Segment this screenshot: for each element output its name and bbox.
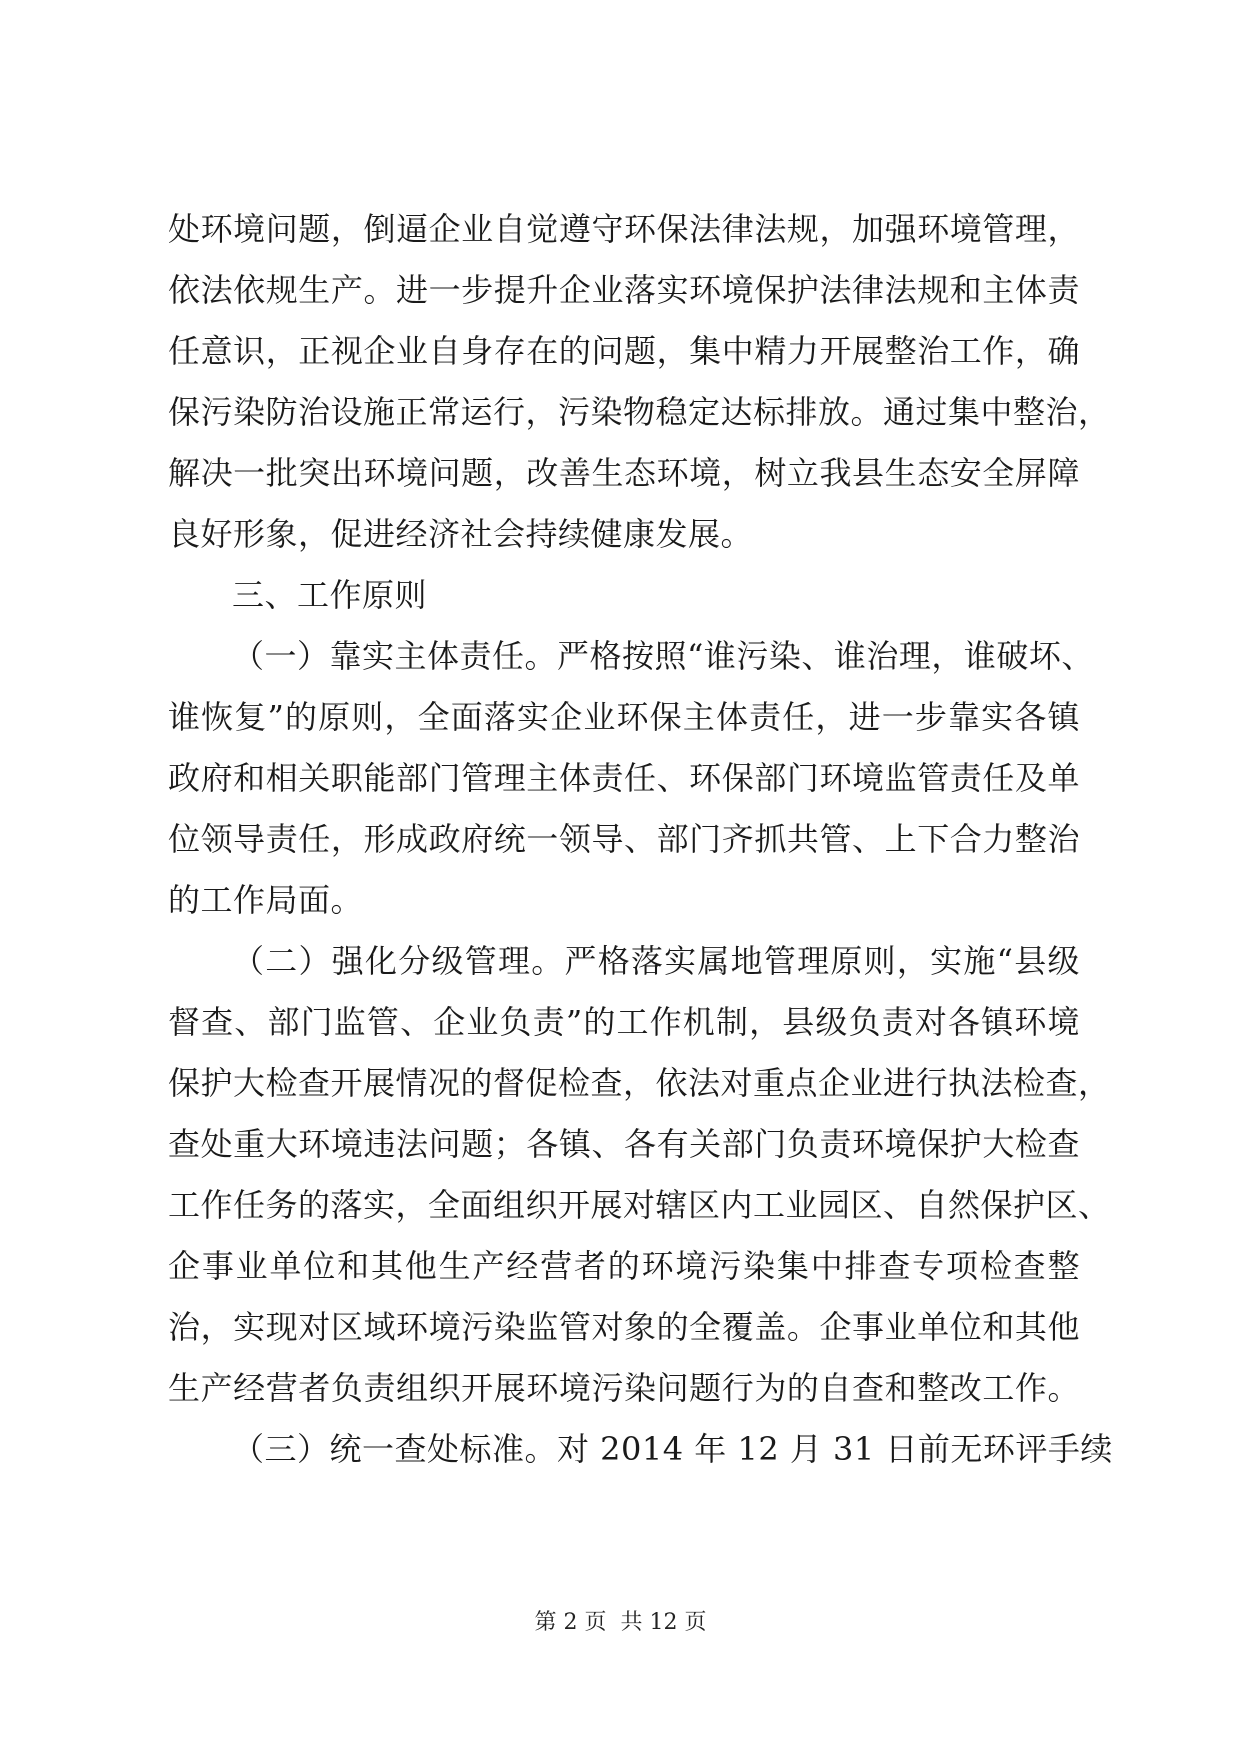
body-line-10: 政府和相关职能部门管理主体责任、环保部门环境监管责任及单 [168, 759, 1080, 797]
body-line-2: 依法依规生产。进一步提升企业落实环境保护法律法规和主体责 [168, 271, 1080, 309]
body-line-12: 的工作局面。 [168, 881, 364, 919]
section-heading: 三、工作原则 [232, 576, 428, 614]
body-line-9: 谁恢复”的原则，全面落实企业环保主体责任，进一步靠实各镇 [168, 698, 1080, 736]
paragraph-1-heading-line: （一）靠实主体责任。严格按照“谁污染、谁治理，谁破坏、 [232, 637, 1094, 675]
body-line-20: 生产经营者负责组织开展环境污染问题行为的自查和整改工作。 [168, 1369, 1080, 1407]
body-line-14: 督查、部门监管、企业负责”的工作机制，县级负责对各镇环境 [168, 1003, 1080, 1041]
body-line-17: 工作任务的落实，全面组织开展对辖区内工业园区、自然保护区、 [168, 1186, 1111, 1224]
paragraph-2-heading-line: （二）强化分级管理。严格落实属地管理原则，实施“县级 [232, 942, 1080, 980]
body-line-6: 良好形象，促进经济社会持续健康发展。 [168, 515, 754, 553]
body-line-11: 位领导责任，形成政府统一领导、部门齐抓共管、上下合力整治 [168, 820, 1080, 858]
body-line-19: 治，实现对区域环境污染监管对象的全覆盖。企事业单位和其他 [168, 1308, 1080, 1346]
body-line-5: 解决一批突出环境问题，改善生态环境，树立我县生态安全屏障 [168, 454, 1080, 492]
body-line-4: 保污染防治设施正常运行，污染物稳定达标排放。通过集中整治， [168, 393, 1111, 431]
body-line-1: 处环境问题，倒逼企业自觉遵守环保法律法规，加强环境管理， [168, 210, 1080, 248]
body-line-16: 查处重大环境违法问题；各镇、各有关部门负责环境保护大检查 [168, 1125, 1080, 1163]
body-line-18: 企事业单位和其他生产经营者的环境污染集中排查专项检查整 [168, 1247, 1080, 1285]
page-number-footer: 第 2 页 共 12 页 [534, 1610, 707, 1635]
body-line-3: 任意识，正视企业自身存在的问题，集中精力开展整治工作，确 [168, 332, 1080, 370]
paragraph-3-heading-line: （三）统一查处标准。对 2014 年 12 月 31 日前无环评手续 [232, 1430, 1113, 1468]
body-line-15: 保护大检查开展情况的督促检查，依法对重点企业进行执法检查， [168, 1064, 1111, 1102]
